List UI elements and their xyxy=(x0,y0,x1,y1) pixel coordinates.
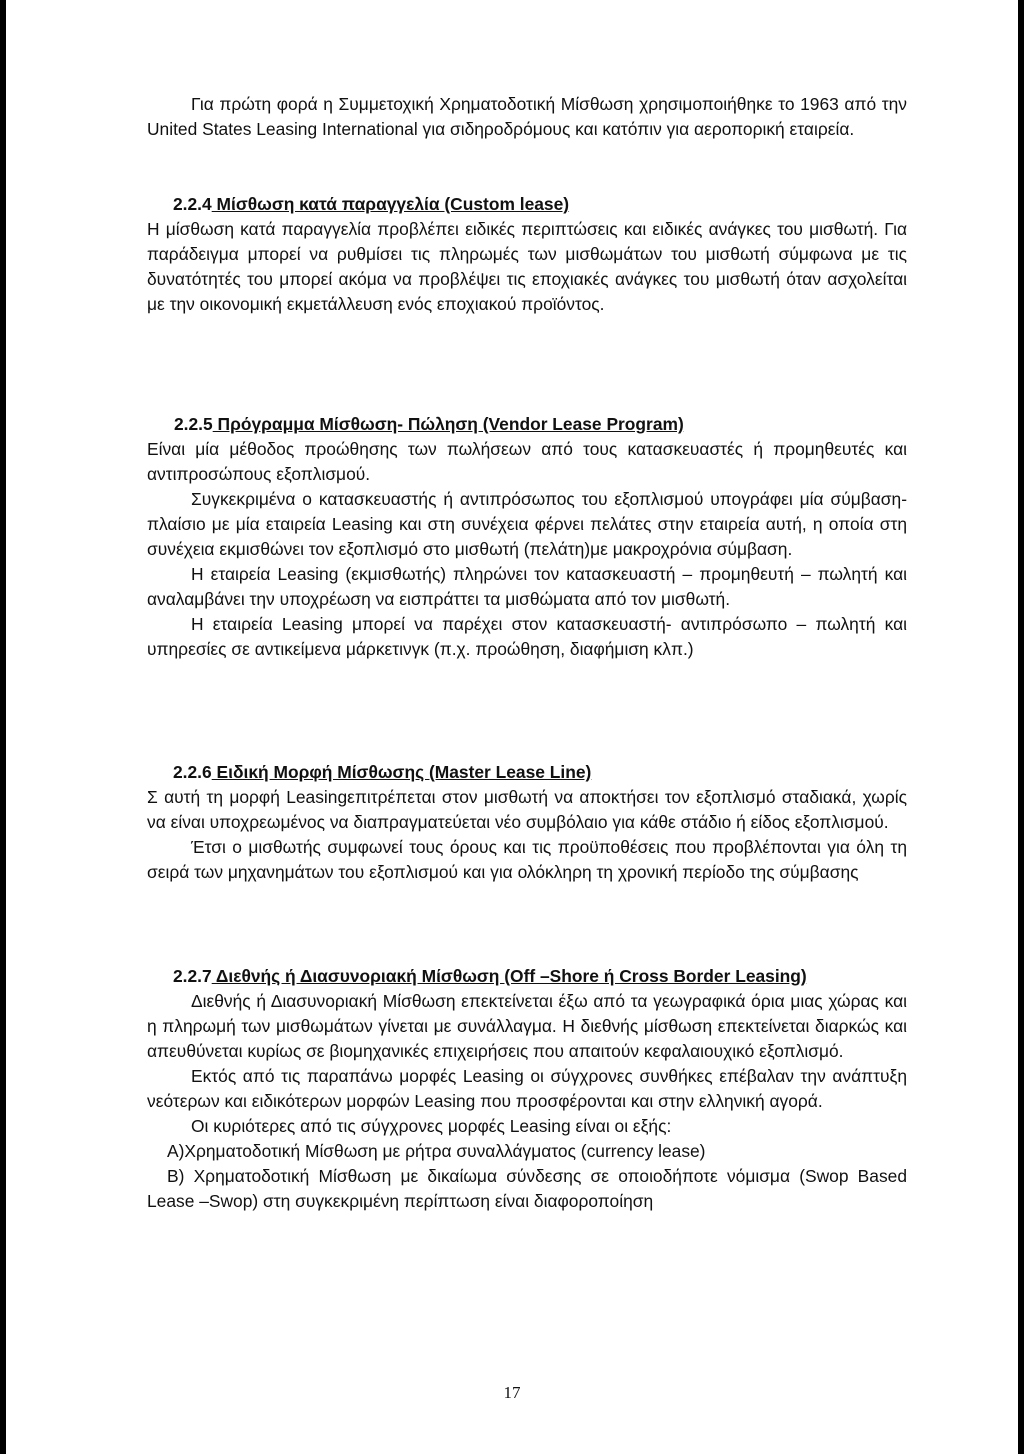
list-item: Β) Χρηματοδοτική Μίσθωση με δικαίωμα σύνδεσης σε οποιοδήποτε νόμισμα (Swop Based Lease –Swop) στη συγκεκριμένη περίπτωση είναι διαφοροποίηση xyxy=(147,1166,907,1211)
section-paragraph: Είναι μία μέθοδος προώθησης των πωλήσεων από τους κατασκευαστές ή προμηθευτές και αντιπροσώπους εξοπλισμού. xyxy=(147,439,907,484)
intro-block xyxy=(147,92,907,142)
list-item: Α)Χρηματοδοτική Μίσθωση με ρήτρα συναλλάγματος (currency lease) xyxy=(167,1141,706,1161)
intro-paragraph: Για πρώτη φορά η Συμμετοχική Χρηματοδοτική Μίσθωση χρησιμοποιήθηκε το 1963 από την United States Leasing International για σιδηροδρόμους και κατόπιν για αεροπορική εταιρεία. xyxy=(147,94,907,139)
section-title: Ειδική Μορφή Μίσθωσης (Master Lease Line) xyxy=(211,762,592,782)
section-paragraph: Η μίσθωση κατά παραγγελία προβλέπει ειδικές περιπτώσεις και ειδικές ανάγκες του μισθωτή. Για παράδειγμα μπορεί να ρυθμίσει τις πληρωμές των μισθωμάτων του μισθωτή σύμφωνα με τις δυνατότητές του μπορεί ακόμα να προβλέψει τις εποχιακές ανάγκες του μισθωτή όταν ασχολείται με την οικονομική εκμετάλλευση ενός εποχιακού προϊόντος. xyxy=(147,219,907,314)
section-heading xyxy=(147,412,907,437)
section-2-2-5 xyxy=(147,412,907,662)
page-number: 17 xyxy=(503,1383,521,1402)
section-number: 2.2.5 xyxy=(174,414,213,434)
section-number: 2.2.6 xyxy=(173,762,212,782)
section-2-2-6 xyxy=(147,760,907,885)
section-paragraph: Σ αυτή τη μορφή Leasingεπιτρέπεται στον μισθωτή να αποκτήσει τον εξοπλισμό σταδιακά, χωρίς να είναι υποχρεωμένος να διαπραγματεύεται νέο συμβόλαιο για κάθε στάδιο ή είδος εξοπλισμού. xyxy=(147,787,907,832)
section-paragraph: Οι κυριότερες από τις σύγχρονες μορφές Leasing είναι οι εξής: xyxy=(191,1116,672,1136)
section-number: 2.2.4 xyxy=(173,194,212,214)
section-title: Διεθνής ή Διασυνοριακή Μίσθωση (Off –Shore ή Cross Border Leasing) xyxy=(211,966,807,986)
section-heading xyxy=(147,760,907,785)
page-edge-right xyxy=(1018,0,1024,1454)
section-paragraph: Η εταιρεία Leasing (εκμισθωτής) πληρώνει τον κατασκευαστή – προμηθευτή – πωλητή και αναλαμβάνει την υποχρέωση να εισπράττει τα μισθώματα από τον μισθωτή. xyxy=(147,564,907,609)
section-paragraph: Εκτός από τις παραπάνω μορφές Leasing οι σύγχρονες συνθήκες επέβαλαν την ανάπτυξη νεότερων και ειδικότερων μορφών Leasing που προσφέρονται και στην ελληνική αγορά. xyxy=(147,1066,907,1111)
section-paragraph: Διεθνής ή Διασυνοριακή Μίσθωση επεκτείνεται έξω από τα γεωγραφικά όρια μιας χώρας και η πληρωμή των μισθωμάτων γίνεται με συνάλλαγμα. Η διεθνής μίσθωση επεκτείνεται διαρκώς και απευθύνεται κυρίως σε βιομηχανικές επιχειρήσεις που απαιτούν κεφαλαιουχικό εξοπλισμό. xyxy=(147,991,907,1061)
section-title: Μίσθωση κατά παραγγελία (Custom lease) xyxy=(211,194,570,214)
page-edge-left xyxy=(0,0,6,1454)
section-heading xyxy=(147,192,907,217)
section-paragraph: Η εταιρεία Leasing μπορεί να παρέχει στον κατασκευαστή- αντιπρόσωπο – πωλητή και υπηρεσίες σε αντικείμενα μάρκετινγκ (π.χ. προώθηση, διαφήμιση κλπ.) xyxy=(147,614,907,659)
section-heading xyxy=(147,964,907,989)
section-paragraph: Έτσι ο μισθωτής συμφωνεί τους όρους και τις προϋποθέσεις που προβλέπονται για όλη τη σειρά των μηχανημάτων του εξοπλισμού και για ολόκληρη τη χρονική περίοδο της σύμβασης xyxy=(147,837,907,882)
section-2-2-4 xyxy=(147,192,907,317)
section-2-2-7 xyxy=(147,964,907,1214)
section-paragraph: Συγκεκριμένα ο κατασκευαστής ή αντιπρόσωπος του εξοπλισμού υπογράφει μία σύμβαση- πλαίσιο με μία εταιρεία Leasing και στη συνέχεια φέρνει πελάτες στην εταιρεία αυτή, η οποία στη συνέχεια εκμισθώνει τον εξοπλισμό στο μισθωτή (πελάτη)με μακροχρόνια σύμβαση. xyxy=(147,489,907,559)
section-number: 2.2.7 xyxy=(173,966,212,986)
section-title: Πρόγραμμα Μίσθωση- Πώληση (Vendor Lease Program) xyxy=(212,414,684,434)
